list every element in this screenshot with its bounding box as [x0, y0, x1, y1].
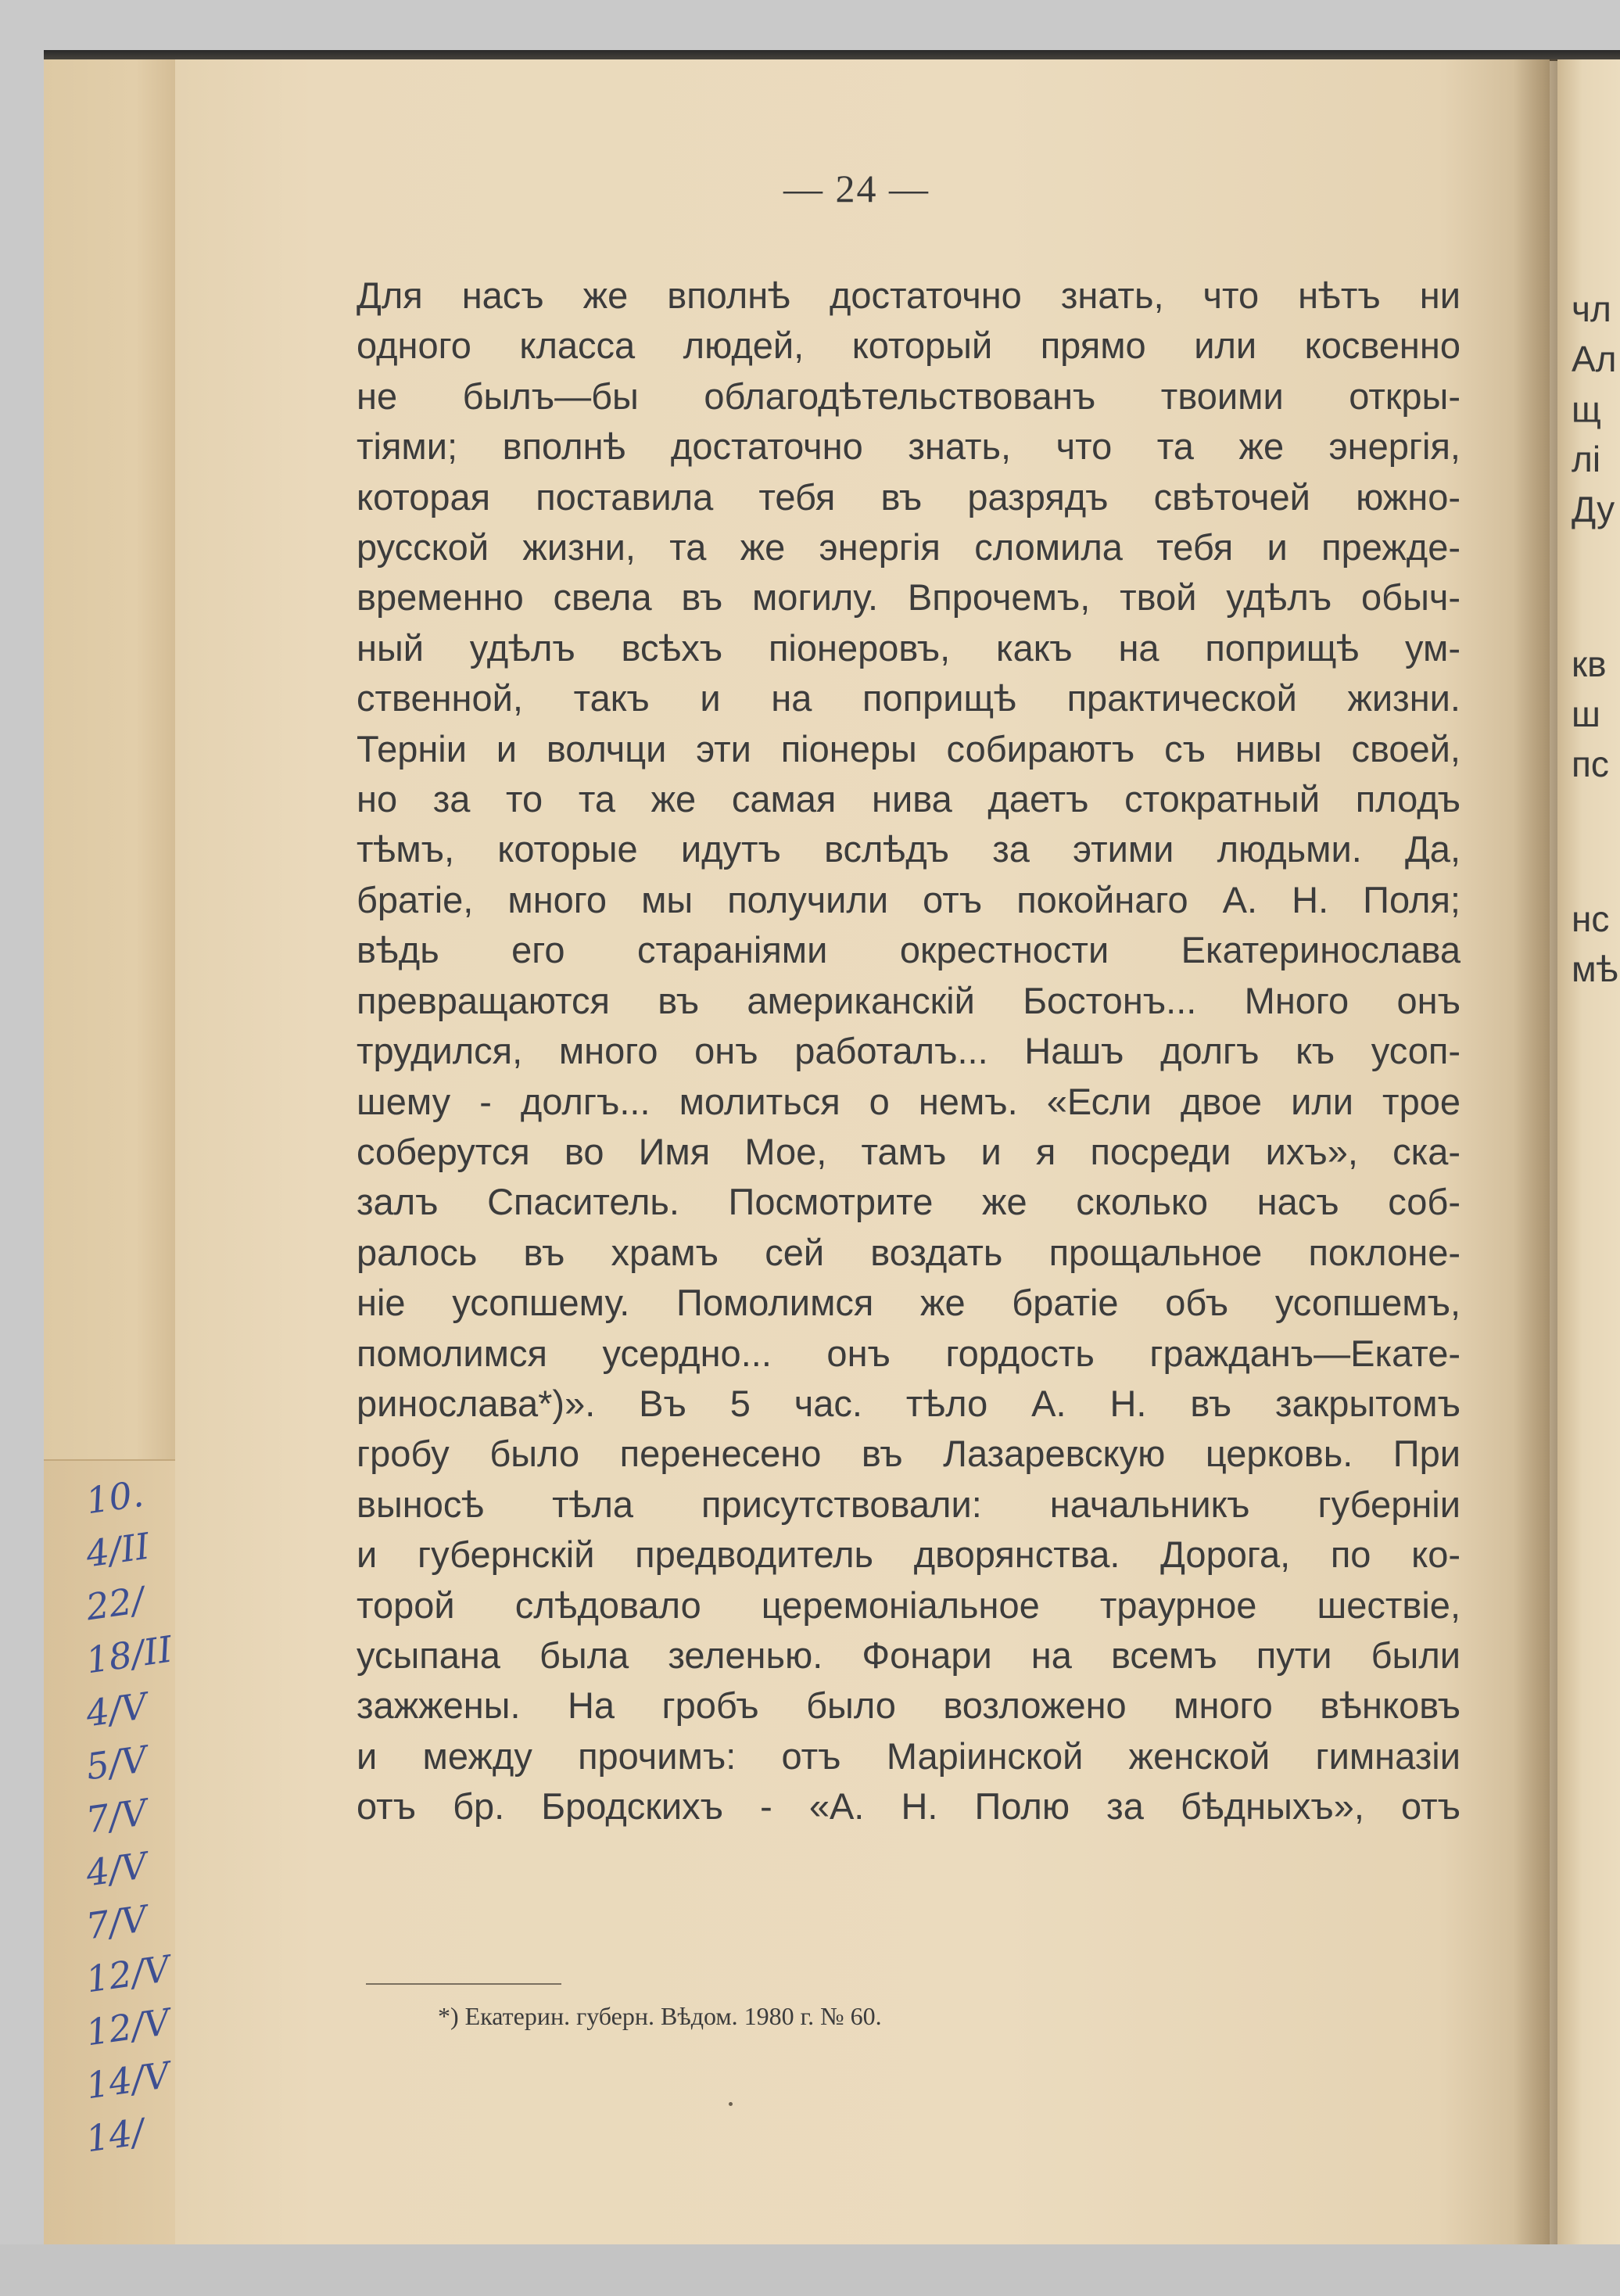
- text-line: соберутся во Имя Мое, тамъ и я посреди ихъ», ска-: [357, 1130, 1461, 1172]
- facing-page-fragment: Ду: [1572, 489, 1615, 529]
- facing-page-fragment: щ: [1572, 389, 1601, 429]
- text-line: превращаются въ американскій Бостонъ... Много онъ: [357, 979, 1461, 1021]
- text-line: залъ Спаситель. Посмотрите же сколько насъ соб-: [357, 1181, 1461, 1223]
- margin-note: 7/V: [83, 1897, 150, 1948]
- margin-note: 7/V: [83, 1791, 150, 1842]
- text-line: усыпана была зеленью. Фонари на всемъ пути были: [357, 1634, 1461, 1676]
- text-line: не былъ—бы облагодѣтельствованъ твоими откры-: [357, 375, 1461, 417]
- facing-page-fragment: чл: [1572, 289, 1611, 329]
- text-line: ственной, такъ и на поприщѣ практической жизни.: [357, 677, 1461, 719]
- text-line: вѣдь его стараніями окрестности Екатеринослава: [357, 929, 1461, 971]
- text-line: братіе, много мы получили отъ покойнаго А. Н. Поля;: [357, 878, 1461, 920]
- text-line: Для насъ же вполнѣ достаточно знать, что нѣтъ ни: [357, 274, 1461, 316]
- facing-page-fragment: пс: [1572, 744, 1609, 784]
- ink-speck: [729, 2102, 733, 2106]
- margin-note: 4/V: [83, 1844, 150, 1895]
- margin-note: 4/V: [83, 1684, 150, 1735]
- text-line: трудился, много онъ работалъ... Нашъ долгъ къ усоп-: [357, 1030, 1461, 1072]
- text-line: ринослава*)». Въ 5 час. тѣло А. Н. въ закрытомъ: [357, 1382, 1461, 1424]
- text-line: тіями; вполнѣ достаточно знать, что та же энергія,: [357, 425, 1461, 468]
- page-number: — 24 —: [783, 167, 930, 210]
- margin-pencil-notes: [83, 1469, 175, 2161]
- facing-page-fragment: кв: [1572, 644, 1607, 684]
- text-line: выносѣ тѣла присутствовали: начальникъ губерніи: [357, 1483, 1461, 1525]
- footnote-rule: [366, 1983, 561, 1985]
- body-text: [357, 271, 1461, 1832]
- text-line: шему - долгъ... молиться о немъ. «Если двое или трое: [357, 1080, 1461, 1122]
- facing-page-fragment: нс: [1572, 899, 1610, 939]
- facing-page-fragment: ш: [1572, 694, 1600, 734]
- margin-note: 4/II: [83, 1524, 152, 1576]
- margin-note: 14/: [83, 2110, 147, 2161]
- text-line: русской жизни, та же энергія сломила тебя и прежде-: [357, 526, 1461, 569]
- text-line: ралось въ храмъ сей воздать прощальное поклоне-: [357, 1231, 1461, 1273]
- footnote: *) Екатерин. губерн. Вѣдом. 1980 г. № 60.: [438, 2002, 882, 2030]
- margin-note: 12/V: [83, 2000, 173, 2054]
- margin-note: 12/V: [83, 1946, 173, 2001]
- margin-note: 14/V: [83, 2053, 173, 2108]
- margin-note: 5/V: [83, 1738, 150, 1788]
- facing-page-fragment: мѣ: [1572, 949, 1618, 989]
- facing-page-fragment: Ал: [1572, 339, 1617, 379]
- text-line: которая поставила тебя въ разрядъ свѣточей южно-: [357, 475, 1461, 518]
- text-line: временно свела въ могилу. Впрочемъ, твой удѣлъ обыч-: [357, 576, 1461, 619]
- text-line: отъ бр. Бродскихъ - «А. Н. Полю за бѣдныхъ», отъ: [357, 1785, 1461, 1828]
- margin-note: 18/II: [83, 1627, 175, 1682]
- text-line: торой слѣдовало церемоніальное траурное шествіе,: [357, 1584, 1461, 1626]
- text-line: но за то та же самая нива даетъ стократный плодъ: [357, 778, 1461, 820]
- facing-page-fragment: лі: [1572, 439, 1601, 479]
- text-line: и губернскій предводитель дворянства. Дорога, по ко-: [357, 1534, 1461, 1576]
- text-line: ніе усопшему. Помолимся же братіе объ усопшемъ,: [357, 1282, 1461, 1324]
- text-line: и между прочимъ: отъ Маріинской женской гимназіи: [357, 1735, 1461, 1777]
- text-line: одного класса людей, который прямо или косвенно: [357, 325, 1461, 367]
- text-line: Терніи и волчци эти піонеры собираютъ съ нивы своей,: [357, 727, 1461, 770]
- text-line: зажжены. На гробъ было возложено много вѣнковъ: [357, 1684, 1461, 1727]
- text-line: тѣмъ, которые идутъ вслѣдъ за этими людьми. Да,: [357, 828, 1461, 870]
- text-line: гробу было перенесено въ Лазаревскую церковь. При: [357, 1433, 1461, 1475]
- margin-note: 10.: [83, 1472, 146, 1523]
- text-line: ный удѣлъ всѣхъ піонеровъ, какъ на поприщѣ ум-: [357, 626, 1461, 669]
- text-line: помолимся усердно... онъ гордость гражданъ—Екате-: [357, 1332, 1461, 1374]
- scan-bottom-band: [0, 2244, 1620, 2296]
- margin-note: 22/: [83, 1578, 147, 1629]
